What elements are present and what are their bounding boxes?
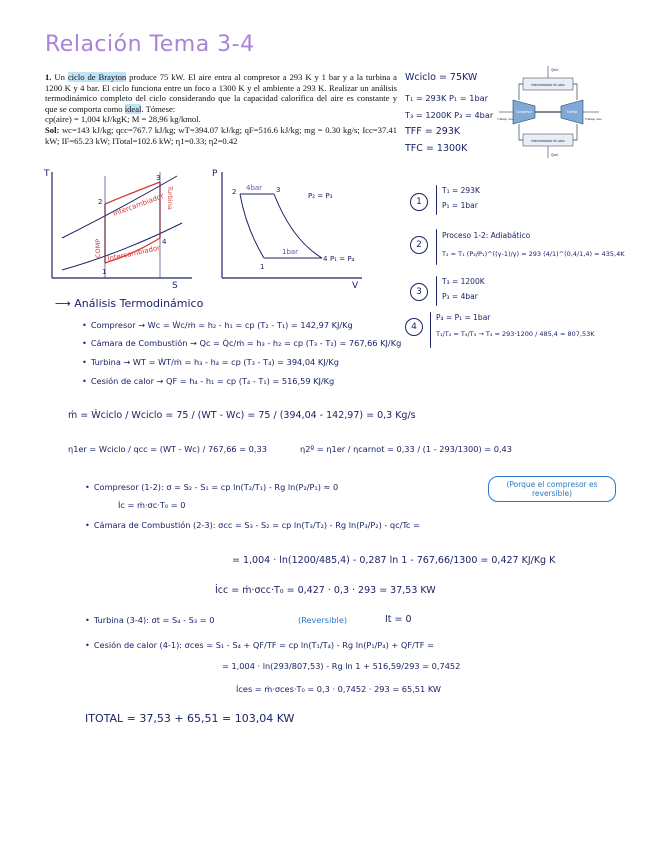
isobar-low [62, 223, 182, 270]
state-4-marker: 4 [405, 318, 423, 336]
given-t3-p3: T₃ = 1200K P₃ = 4bar [405, 110, 494, 120]
state-4-p: P₄ = P₁ = 1bar [436, 313, 491, 322]
pv-curve-1-2 [240, 194, 264, 258]
state-1-brace [436, 185, 437, 215]
pv-point-2: 2 [232, 188, 237, 196]
q-in-label: Q̇ent [551, 68, 558, 72]
t-axis-label: T [44, 169, 50, 179]
turbine-label: Turbina [566, 110, 578, 114]
page-title: Relación Tema 3-4 [45, 32, 255, 57]
s-axis-label: S [172, 281, 178, 291]
state-2-brace [436, 229, 437, 265]
ts-point-1: 1 [102, 268, 107, 276]
ts-diagram [42, 168, 202, 291]
work-in-label: Trabajo neto [497, 117, 514, 121]
rejection-entropy: • Cesión de calor (4-1): σces = S₁ - S₄ + QF/TF = cp ln(T₁/T₄) - Rg ln(P₁/P₄) + QF/TF = [85, 640, 434, 650]
mass-flow: ṁ = Ẇciclo / Wciclo = 75 / (WT - Wc) = 75 / (394,04 - 142,97) = 0,3 Kg/s [68, 410, 416, 421]
compressor-note: (Porque el compresor es reversible) [488, 476, 616, 502]
hx-top-label: Intercambiador de calor [531, 83, 565, 87]
problem-data: cp(aire) = 1,004 kJ/kgK; M = 28,96 kg/kmol. [45, 114, 201, 125]
pv-eq-top: P₂ = P₃ [308, 192, 333, 200]
ts-point-2: 2 [98, 198, 103, 206]
analysis-heat-rejection: • Cesión de calor → QF = h₄ - h₁ = cp (T₄ - T₁) = 516,59 KJ/Kg [82, 376, 334, 386]
iso-bottom-label: Intercambiador [106, 244, 161, 263]
state-1-t: T₁ = 293K [442, 186, 480, 195]
analysis-combustion: • Cámara de Combustión → Qc = Q̇c/ṁ = h₃ - h₂ = cp (T₃ - T₂) = 767,66 KJ/Kg [82, 338, 401, 348]
pv-point-1: 1 [260, 263, 265, 271]
compressor-irreversibility: İc = ṁ·σc·T₀ = 0 [118, 500, 186, 510]
q-out-label: Q̇sal [551, 153, 558, 157]
total-irreversibility: ITOTAL = 37,53 + 65,51 = 103,04 KW [85, 712, 295, 725]
turbine-irreversibility: It = 0 [385, 614, 412, 625]
state-3-brace [436, 276, 437, 306]
problem-text-body: produce 75 kW. El aire entra al compresor a 293 K y 1 bar y a la turbina a 1200 K y 4 bar. El ciclo funciona entre un foco a 1300 K y el ambiente a 293 K. Realizar un análisis termodinámico completo del ciclo considerando que la capacidad calorífica del aire es constante y que se comporta como [45, 72, 397, 114]
pv-point-3: 3 [276, 186, 281, 194]
brayton-schematic [495, 62, 605, 162]
p-axis-label: P [212, 169, 218, 179]
rejection-irreversibility: İces = ṁ·σces·T₀ = 0,3 · 0,7452 · 293 = 65,51 KW [236, 684, 441, 694]
v-axis-label: V [352, 281, 359, 291]
compressor-entropy: • Compresor (1-2): σ = S₂ - S₁ = cp ln(T₂/T₁) - Rg ln(P₂/P₁) ≈ 0 [85, 482, 338, 492]
analysis-heading: ⟶ Análisis Termodinámico [55, 297, 204, 310]
iso-top-label: Intercambiador [111, 192, 165, 218]
pv-top-label: 4bar [246, 184, 263, 192]
analysis-compressor: • Compresor → Wc = Ẇc/ṁ = h₂ - h₁ = cp (T₂ - T₁) = 142,97 KJ/Kg [82, 320, 353, 330]
combustion-entropy-value: = 1,004 · ln(1200/485,4) - 0,287 ln 1 - 767,66/1300 = 0,427 KJ/Kg K [232, 555, 556, 566]
solution-label: Sol: [45, 124, 60, 135]
work-out-label: Trabajo neto [585, 117, 602, 121]
analysis-turbine: • Turbina → WT = ẆT/ṁ = h₃ - h₄ = cp (T₃ - T₄) = 394,04 KJ/Kg [82, 357, 339, 367]
ts-point-3: 3 [156, 174, 161, 182]
eta-second-law: η2º = η1er / ηcarnot = 0,33 / (1 - 293/1300) = 0,43 [300, 444, 512, 454]
state-1-p: P₁ = 1bar [442, 201, 478, 210]
state-3-marker: 3 [410, 283, 428, 301]
rejection-entropy-value: = 1,004 · ln(293/807,53) - Rg ln 1 + 516,59/293 = 0,7452 [222, 661, 461, 671]
highlight-ideal: ideal [124, 103, 142, 114]
turbine-entropy: • Turbina (3-4): σt = S₄ - S₃ = 0 [85, 615, 214, 625]
given-tff: TFF = 293K [405, 126, 461, 137]
state-3-p: P₃ = 4bar [442, 292, 478, 301]
eta-first-law: η1er = Wciclo / qcc = (WT - Wc) / 767,66 = 0,33 [68, 444, 267, 454]
problem-text-end: . Tómese: [141, 103, 176, 114]
state-3-t: T₃ = 1200K [442, 277, 485, 286]
problem-text-pre: Un [54, 72, 68, 82]
pv-eq-bottom: P₁ = P₄ [330, 255, 355, 263]
pv-bottom-label: 1bar [282, 248, 299, 256]
given-tfc: TFC = 1300K [405, 143, 468, 154]
turb-label: Turbina [166, 186, 174, 210]
hx-bottom-label: Intercambiador de calor [531, 139, 565, 143]
comp-label: COMP [94, 238, 102, 258]
given-wciclo: Wciclo = 75KW [405, 72, 478, 83]
compressor-label: Compresor [516, 110, 532, 114]
state-2-t: T₂ = T₁ (P₂/P₁)^((γ-1)/γ) = 293 (4/1)^(0,4/1,4) = 435,4K [442, 250, 625, 258]
turbine-note: (Reversible) [298, 615, 348, 625]
combustion-irreversibility: İcc = ṁ·σcc·T₀ = 0,427 · 0,3 · 293 = 37,53 KW [215, 585, 436, 596]
given-t1-p1: T₁ = 293K P₁ = 1bar [405, 93, 489, 103]
state-4-t: T₁/T₂ = T₄/T₃ → T₄ = 293·1200 / 485,4 = 807,53K [436, 330, 595, 338]
state-4-brace [430, 312, 431, 348]
solution-text: wc=143 kJ/kg; qcc=767.7 kJ/kg; wT=394.07 kJ/kg; qF=516.6 kJ/kg; mg = 0.30 kg/s; Icc=37.41 kW; IF=65.23 kW; ITotal=102.6 kW; η1=0.33; η2=0.42 [45, 124, 397, 146]
state-1-marker: 1 [410, 193, 428, 211]
state-2-process: Proceso 1-2: Adiabático [442, 231, 531, 240]
highlight-brayton: ciclo de Brayton [67, 72, 127, 82]
analysis-heading-text: Análisis Termodinámico [74, 297, 204, 310]
ts-point-4: 4 [162, 238, 167, 246]
state-2-marker: 2 [410, 236, 428, 254]
problem-number: 1. [45, 72, 52, 82]
problem-statement [45, 72, 397, 146]
combustion-entropy: • Cámara de Combustión (2-3): σcc = S₃ - S₂ = cp ln(T₃/T₂) - Rg ln(P₃/P₂) - qc/Tc = [85, 520, 420, 530]
pv-point-4: 4 [323, 255, 328, 263]
pv-diagram [212, 168, 382, 291]
